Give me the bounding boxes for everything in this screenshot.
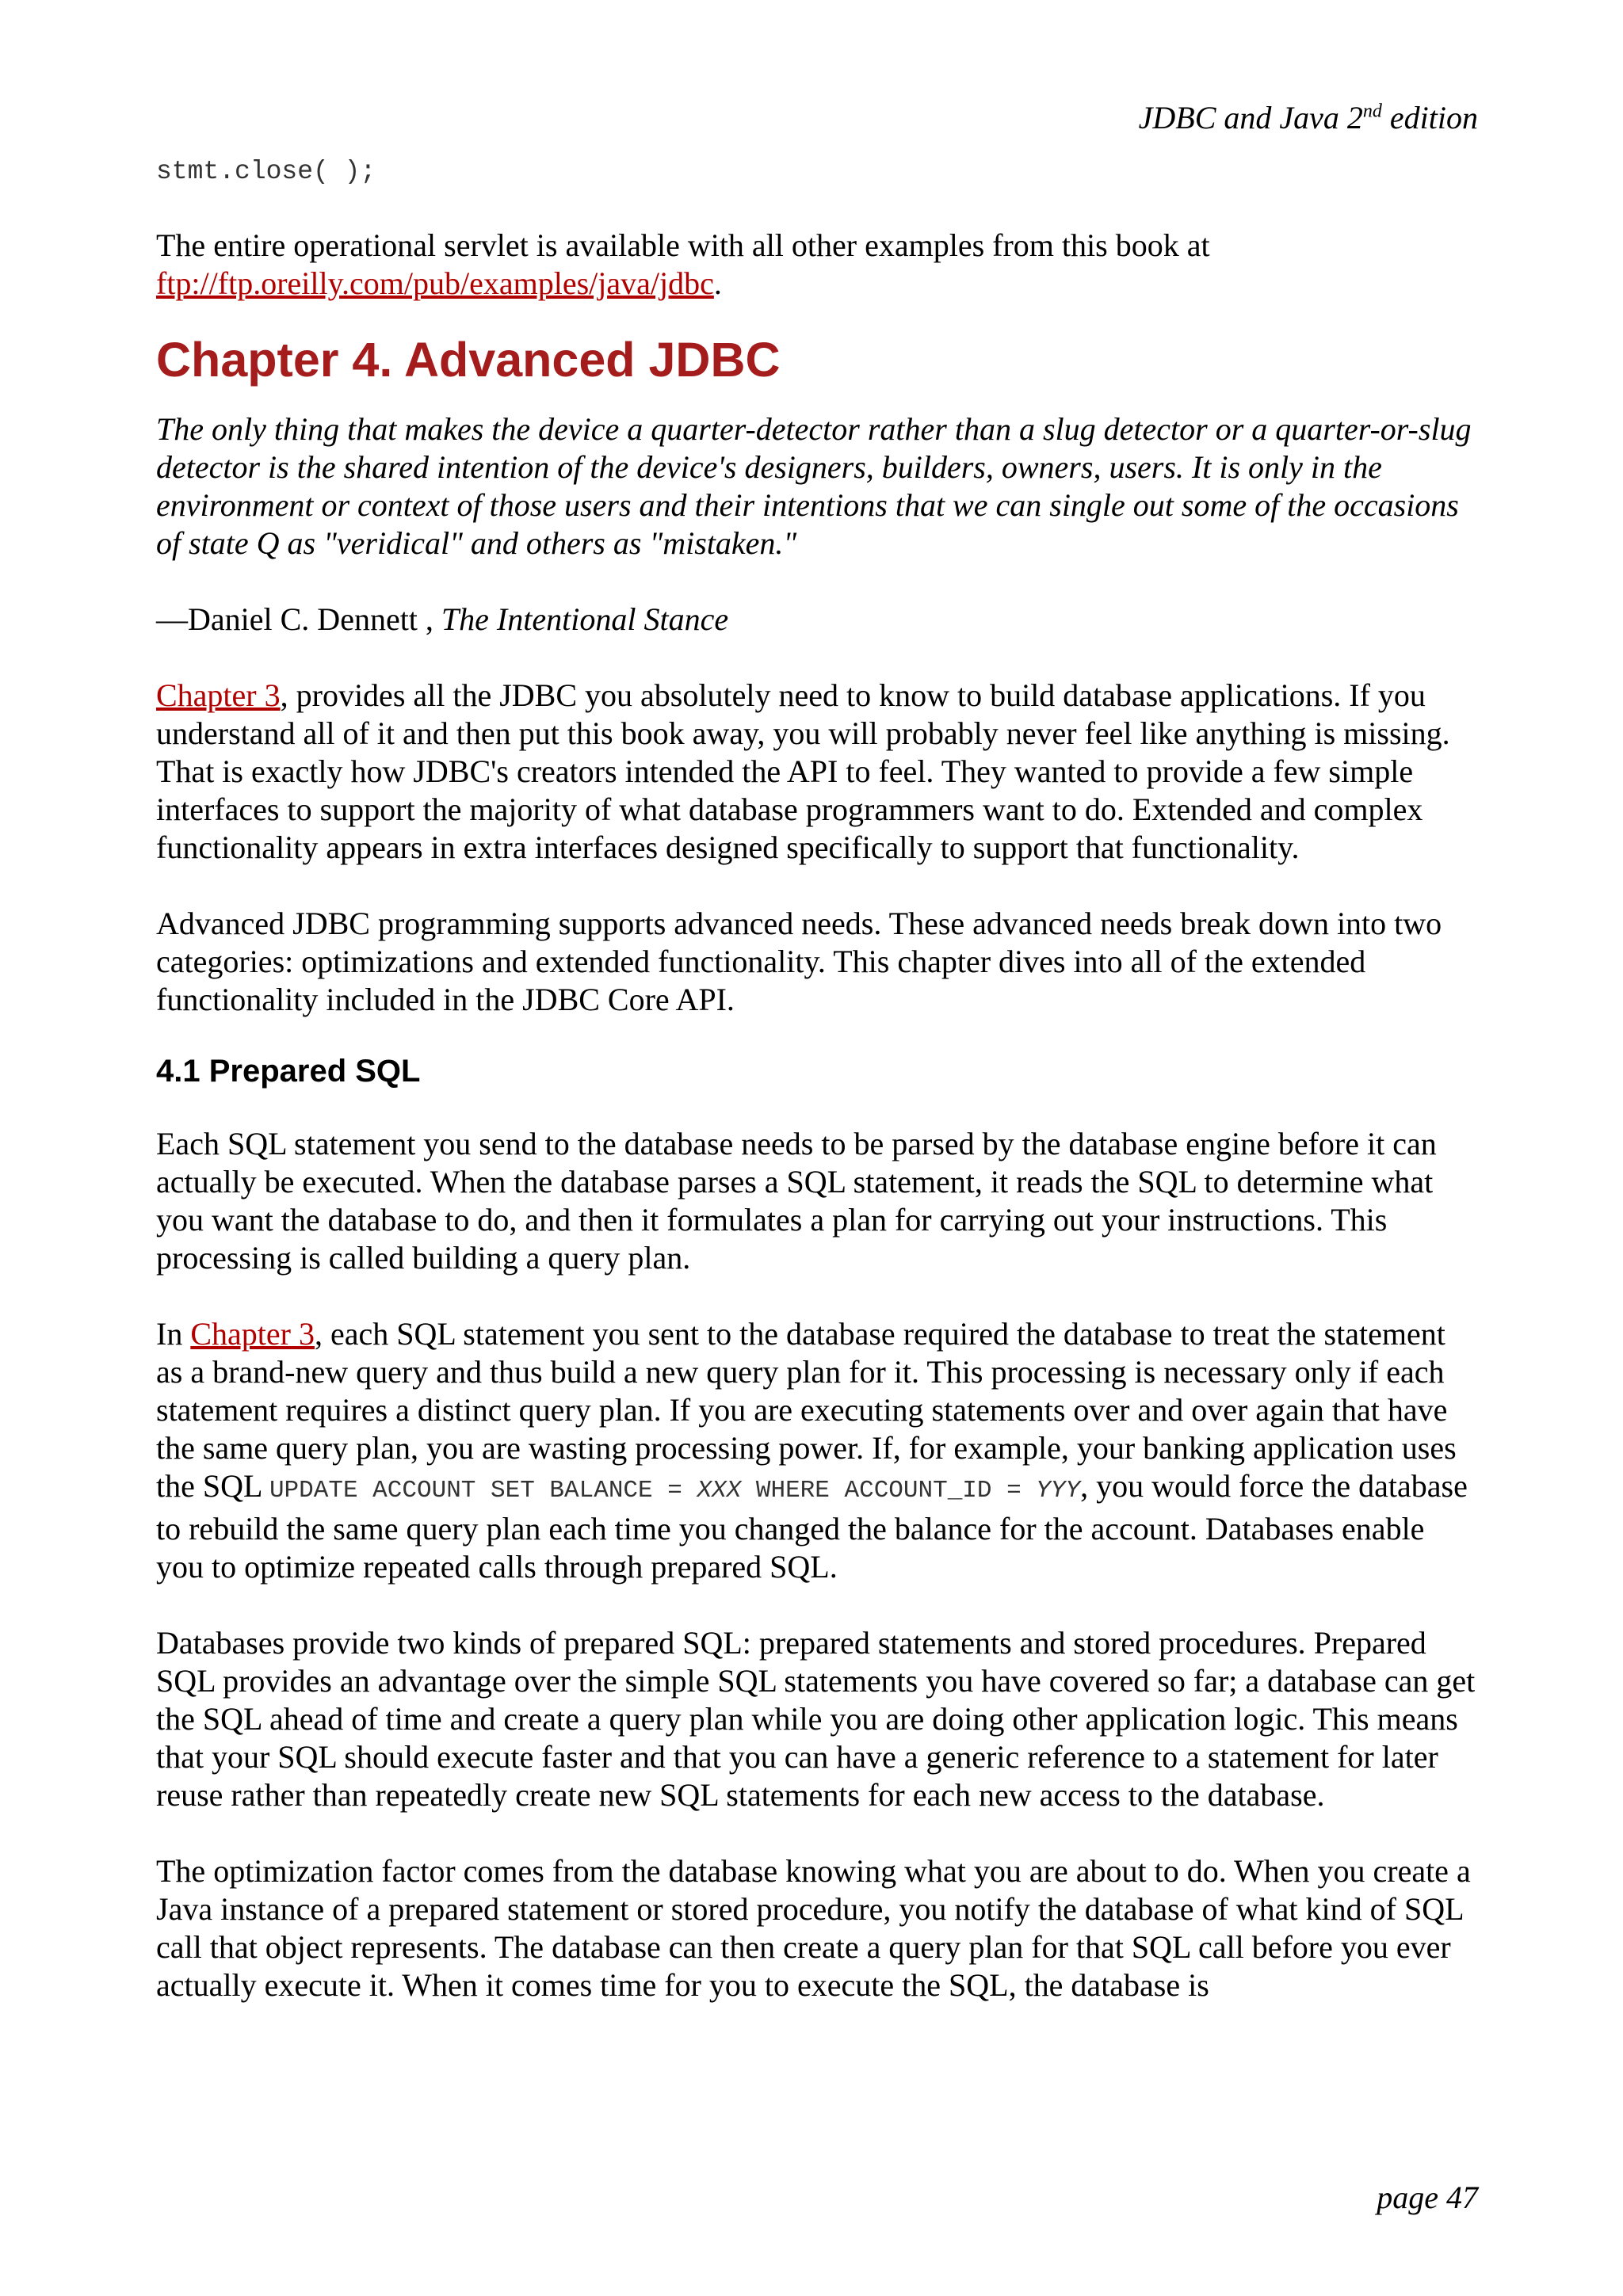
intro-paragraph: The entire operational servlet is available with all other examples from this book at ftp://ftp.oreilly.com/pub/examples/java/jdbc. — [156, 227, 1210, 301]
paragraph-optimization: The optimization factor comes from the database knowing what you are about to do. When you create a Java instance of a prepared statement or stored procedure, you notify the database of what kind of SQL call that object represents. The database can then create a query plan for that SQL call before you ever actually execute it. When it comes time for you to execute the SQL, the database is — [156, 1853, 1471, 2003]
sql-placeholder-xxx: XXX — [697, 1477, 742, 1505]
document-page — [156, 0, 1478, 2296]
ftp-link[interactable]: ftp://ftp.oreilly.com/pub/examples/java/jdbc — [156, 265, 714, 301]
epigraph-work-title: The Intentional Stance — [441, 601, 729, 637]
chapter-3-link[interactable]: Chapter 3 — [156, 677, 281, 713]
code-snippet: stmt.close( ); — [156, 157, 376, 186]
header-edition: edition — [1381, 100, 1478, 135]
sql-where-code: WHERE ACCOUNT_ID = — [741, 1477, 1037, 1505]
epigraph-quote: The only thing that makes the device a quarter-detector rather than a slug detector or a quarter-or-slug detector is the shared intention of the device's designers, builders, owners, users. It is only in the environment or context of those users and their intentions that we can single out some of the occasions of state Q as "veridical" and others as "mistaken." — [156, 411, 1472, 561]
page-body — [156, 227, 1478, 2004]
sql-update-code: UPDATE ACCOUNT SET BALANCE = — [269, 1477, 697, 1505]
paragraph-chapter3-overview: Chapter 3, provides all the JDBC you absolutely need to know to build database applications. If you understand all of it and then put this book away, you will probably never feel like anything is missing. That is exactly how JDBC's creators intended the API to feel. They wanted to provide a few simple interfaces to support the majority of what database programmers want to do. Extended and complex functionality appears in extra interfaces designed specifically to support that functionality. — [156, 677, 1450, 865]
paragraph-advanced-needs: Advanced JDBC programming supports advanced needs. These advanced needs break down into two categories: optimizations and extended functionality. This chapter dives into all of the extended functionality included in the JDBC Core API. — [156, 906, 1442, 1017]
chapter-3-link-2[interactable]: Chapter 3 — [190, 1316, 315, 1352]
running-header — [1139, 97, 1478, 139]
section-title: 4.1 Prepared SQL — [156, 1054, 421, 1089]
epigraph-attribution: —Daniel C. Dennett , The Intentional Stance — [156, 601, 729, 637]
paragraph-repeated-sql: In Chapter 3, each SQL statement you sent to the database required the database to treat the statement as a brand-new query and thus build a new query plan for it. This processing is necessary only if each statement requires a distinct query plan. If you are executing statements over and over again that have the same query plan, you are wasting processing power. If, for example, your banking application uses the SQL UPDATE ACCOUNT SET BALANCE = XXX WHERE ACCOUNT_ID = YYY, you would force the database to rebuild the same query plan each time you changed the balance for the account. Databases enable you to optimize repeated calls through prepared SQL. — [156, 1316, 1468, 1585]
page-number: page 47 — [1377, 2180, 1478, 2215]
paragraph-prepared-kinds: Databases provide two kinds of prepared SQL: prepared statements and stored procedures. Prepared SQL provides an advantage over the simple SQL statements you have covered so far; a database can get the SQL ahead of time and create a query plan while you are doing other application logic. This means that your SQL should execute faster and that you can have a generic reference to a statement for later reuse rather than repeatedly create new SQL statements for each new access to the database. — [156, 1625, 1476, 1813]
paragraph-query-plan: Each SQL statement you send to the database needs to be parsed by the database engine before it can actually be executed. When the database parses a SQL statement, it reads the SQL to determine what you want the database to do, and then it formulates a plan for carrying out your instructions. This processing is called building a query plan. — [156, 1126, 1437, 1276]
sql-placeholder-yyy: YYY — [1036, 1477, 1081, 1505]
header-superscript: nd — [1362, 101, 1382, 122]
chapter-title: Chapter 4. Advanced JDBC — [156, 333, 781, 387]
header-title: JDBC and Java 2 — [1138, 100, 1363, 135]
